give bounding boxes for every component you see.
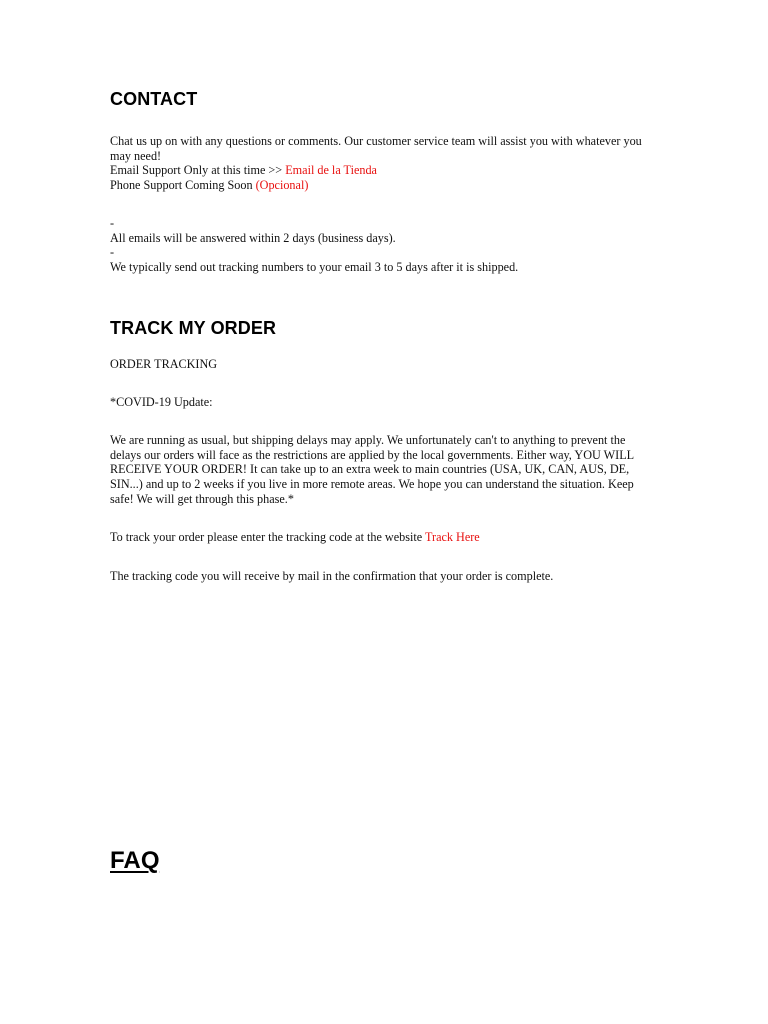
order-tracking-subheading: ORDER TRACKING [110,357,218,371]
contact-intro: Chat us up on with any questions or comments. Our customer service team will assist you with whatever you may need! [110,134,642,163]
covid-update-title: *COVID-19 Update: [110,395,213,409]
email-support-line [110,163,650,178]
emails-answered-text: All emails will be answered within 2 days (business days). [110,230,396,245]
contact-section [110,134,650,193]
separator-dash: - [110,245,115,260]
phone-support-text: Phone Support Coming Soon [110,178,256,193]
track-here-link[interactable]: Track Here [425,530,480,544]
tracking-code-note: The tracking code you will receive by mail in the confirmation that your order is complete. [110,569,554,583]
contact-heading: CONTACT [110,89,198,109]
tracking-numbers-text: We typically send out tracking numbers to your email 3 to 5 days after it is shipped. [110,260,519,275]
covid-update-body: We are running as usual, but shipping delays may apply. We unfortunately can't to anything to prevent the delays our orders will face as the restrictions are applied by the local governments. Either way, YOU WILL RECEIVE YOUR ORDER! It can take up to an extra week to main countries (USA, UK, CAN, AUS, DE, SIN...) and up to 2 weeks if you live in more remote areas. We hope you can understand the situation. Keep safe! We will get through this phase.* [110,433,634,506]
track-instruction-text: To track your order please enter the tracking code at the website [110,530,425,544]
separator-dash: - [110,216,115,230]
contact-notes [110,216,650,275]
faq-heading: FAQ [110,847,160,874]
track-instruction [110,530,650,545]
phone-support-line [110,178,650,193]
store-email-link[interactable]: Email de la Tienda [285,163,377,178]
optional-note: (Opcional) [255,178,309,193]
track-order-heading: TRACK MY ORDER [110,318,277,338]
email-support-text: Email Support Only at this time >> [110,163,286,178]
